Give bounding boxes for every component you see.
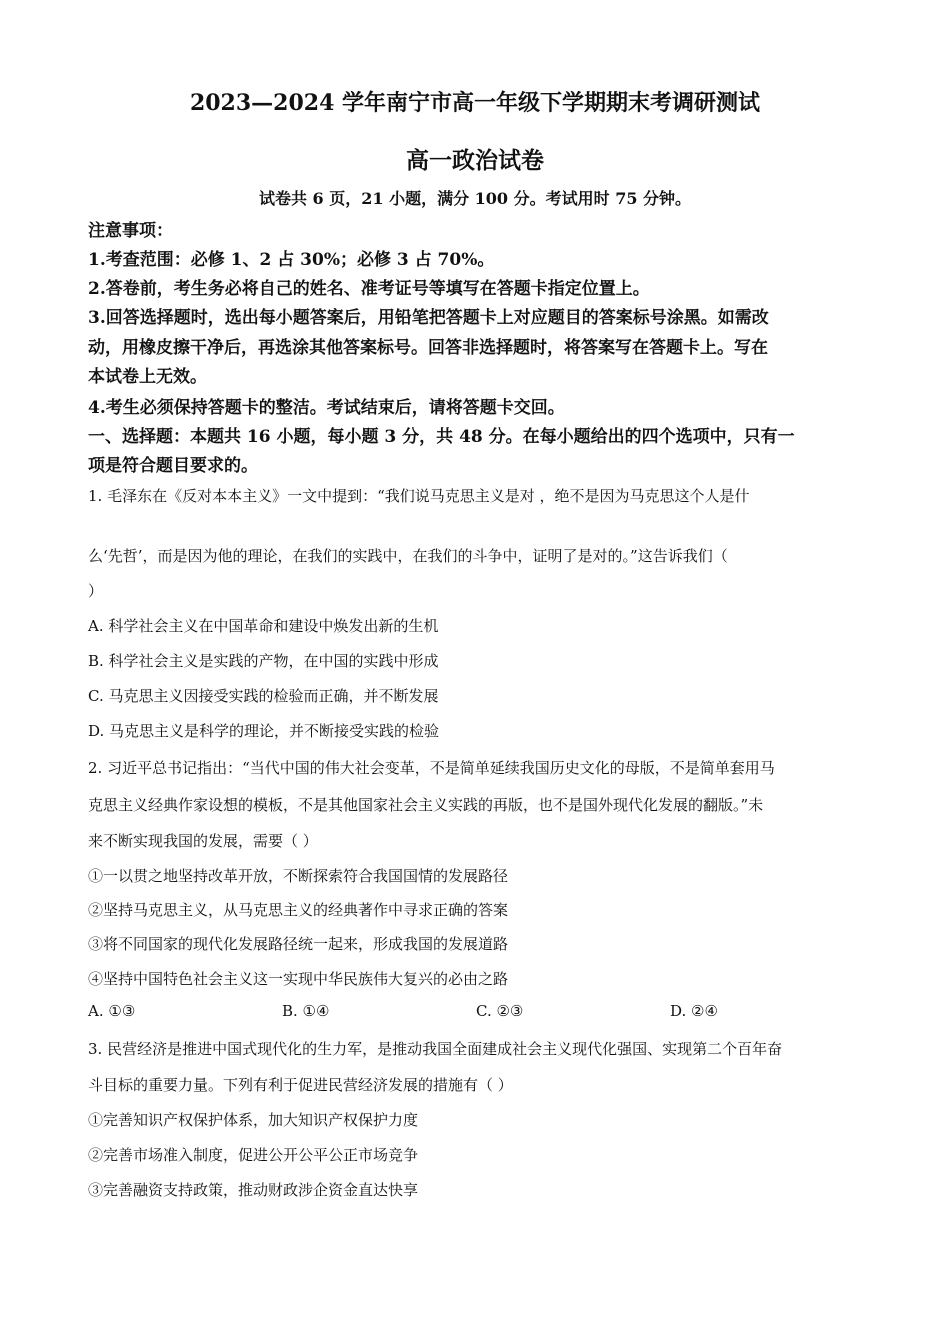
q1-stem: 1. 毛泽东在《反对本本主义》一文中提到：“我们说马克思主义是对 ，绝不是因为马克思这个人是什: [88, 487, 750, 505]
q1-stem: ）: [88, 582, 104, 600]
q2-stem: 克思主义经典作家设想的模板，不是其他国家社会主义实践的再版，也不是国外现代化发展的翻版。”未: [88, 796, 764, 814]
notice-item: 2.答卷前，考生务必将自己的姓名、准考证号等填写在答题卡指定位置上。: [88, 279, 650, 299]
section-heading: 项是符合题目要求的。: [88, 456, 258, 476]
q3-statement: ①完善知识产权保护体系，加大知识产权保护力度: [88, 1111, 419, 1129]
q2-options: [88, 1002, 868, 1024]
q2-statement: ①一以贯之地坚持改革开放，不断探索符合我国国情的发展路径: [88, 867, 509, 885]
q2-option-a: A. ①③: [88, 1002, 136, 1020]
q2-stem: 来不断实现我国的发展，需要（ ）: [88, 832, 318, 850]
exam-info: 试卷共 6 页，21 小题，满分 100 分。考试用时 75 分钟。: [258, 189, 692, 208]
notice-item: 动，用橡皮擦干净后，再选涂其他答案标号。回答非选择题时，将答案写在答题卡上。写在: [88, 338, 768, 358]
q2-statement: ③将不同国家的现代化发展路径统一起来，形成我国的发展道路: [88, 935, 509, 953]
q1-option-a: A. 科学社会主义在中国革命和建设中焕发出新的生机: [88, 617, 439, 635]
notice-item: 1.考查范围：必修 1、2 占 30%；必修 3 占 70%。: [88, 250, 495, 270]
q2-option-b: B. ①④: [282, 1002, 330, 1020]
section-heading: 一、选择题：本题共 16 小题，每小题 3 分，共 48 分。在每小题给出的四个选项中，只有一: [88, 427, 795, 447]
q3-statement: ③完善融资支持政策，推动财政涉企资金直达快享: [88, 1181, 419, 1199]
q3-stem: 斗目标的重要力量。下列有利于促进民营经济发展的措施有（ ）: [88, 1076, 513, 1094]
q2-option-d: D. ②④: [670, 1002, 718, 1020]
q3-stem: 3. 民营经济是推进中国式现代化的生力军，是推动我国全面建成社会主义现代化强国、实现第二个百年奋: [88, 1040, 783, 1058]
exam-title: 2023—2024 学年南宁市高一年级下学期期末考调研测试: [189, 90, 761, 116]
exam-subtitle: 高一政治试卷: [406, 147, 544, 174]
q2-option-c: C. ②③: [476, 1002, 524, 1020]
q1-option-d: D. 马克思主义是科学的理论，并不断接受实践的检验: [88, 722, 440, 740]
q1-stem: 么‘先哲’，而是因为他的理论，在我们的实践中，在我们的斗争中，证明了是对的。”这告诉我们（: [88, 547, 728, 565]
q2-statement: ②坚持马克思主义，从马克思主义的经典著作中寻求正确的答案: [88, 901, 509, 919]
notice-item: 本试卷上无效。: [88, 367, 207, 387]
q3-statement: ②完善市场准入制度，促进公开公平公正市场竞争: [88, 1146, 419, 1164]
notice-item: 3.回答选择题时，选出每小题答案后，用铅笔把答题卡上对应题目的答案标号涂黑。如需改: [88, 308, 769, 328]
q1-option-c: C. 马克思主义因接受实践的检验而正确，并不断发展: [88, 687, 439, 705]
q1-option-b: B. 科学社会主义是实践的产物，在中国的实践中形成: [88, 652, 439, 670]
q2-stem: 2. 习近平总书记指出：“当代中国的伟大社会变革，不是简单延续我国历史文化的母版，不是简单套用马: [88, 759, 775, 777]
notice-item: 4.考生必须保持答题卡的整洁。考试结束后，请将答题卡交回。: [88, 398, 565, 418]
q2-statement: ④坚持中国特色社会主义这一实现中华民族伟大复兴的必由之路: [88, 970, 509, 988]
notice-heading: 注意事项：: [88, 221, 173, 241]
